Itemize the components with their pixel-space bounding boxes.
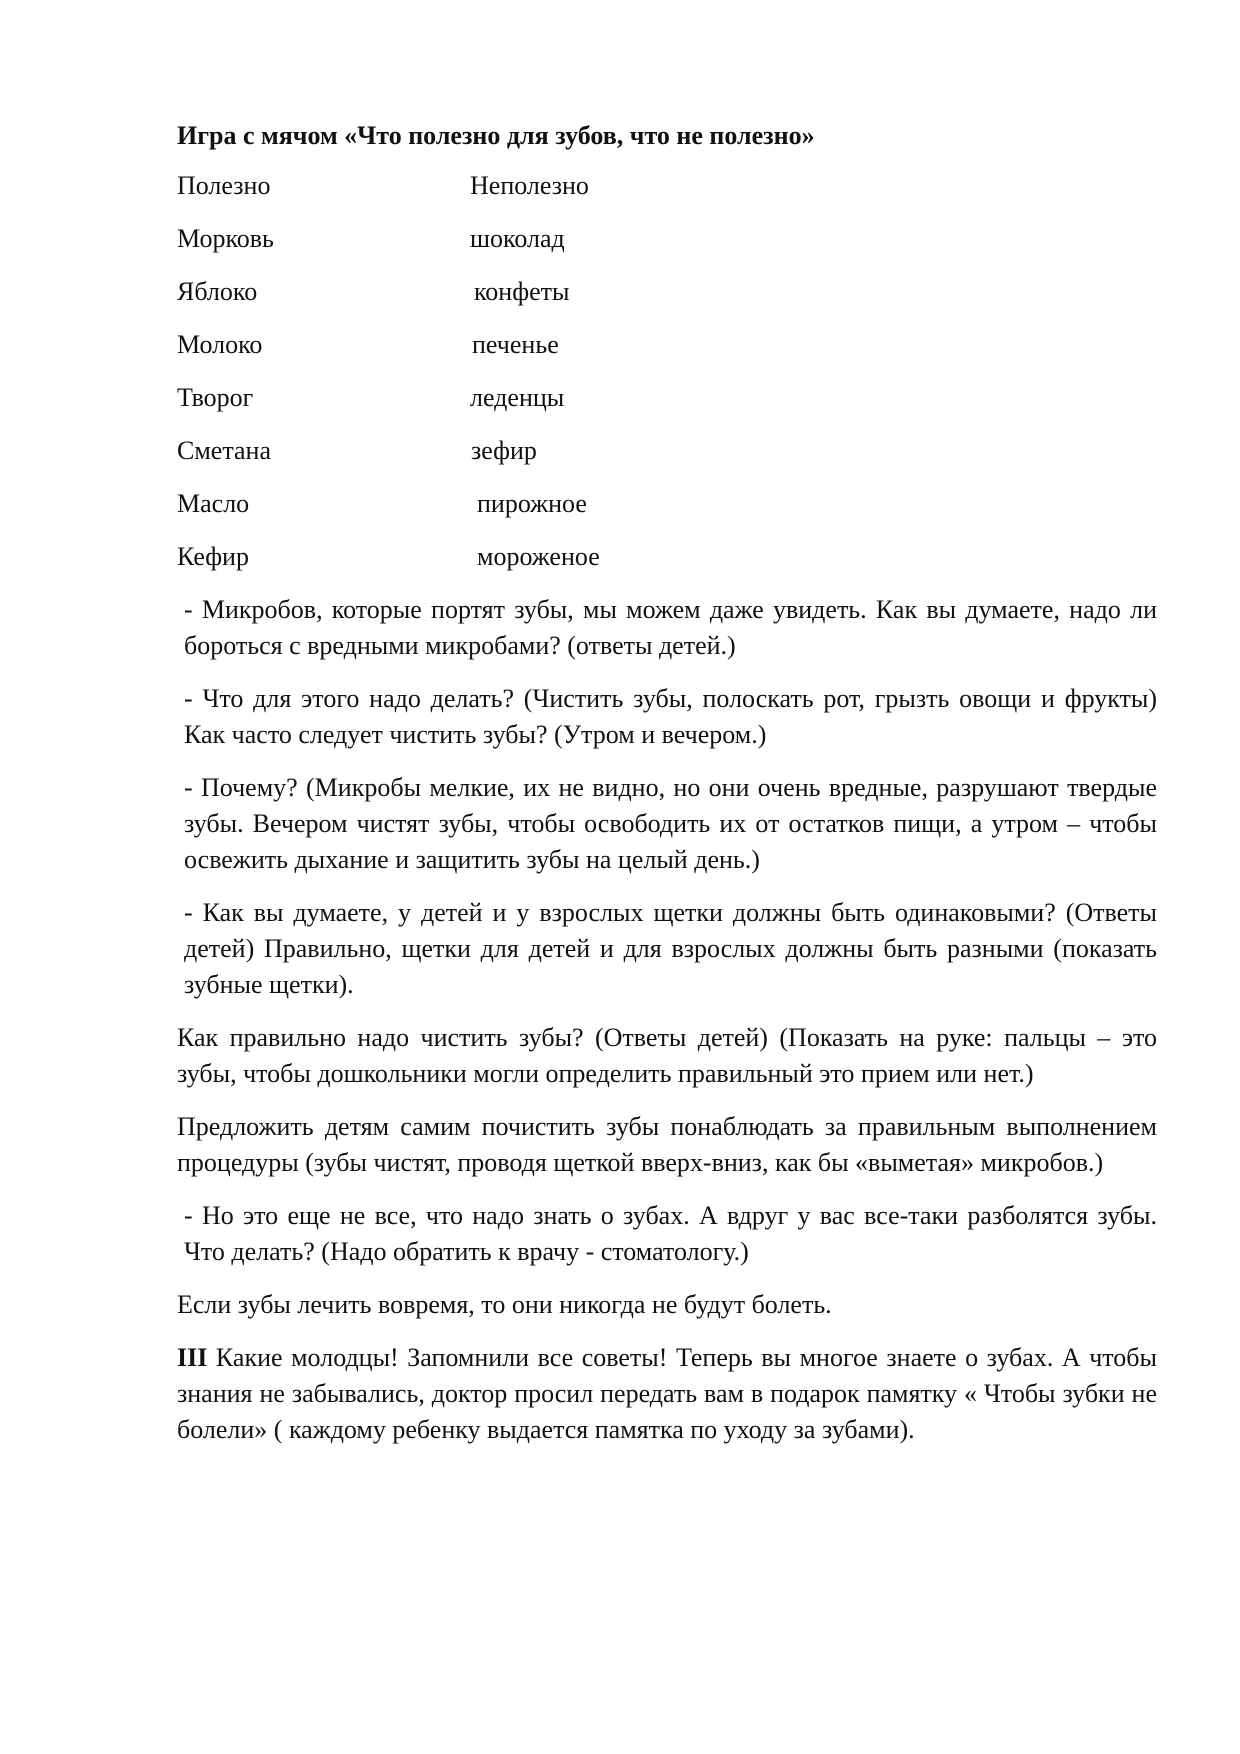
table-row xyxy=(177,221,1157,274)
not-useful-item: зефир xyxy=(471,436,537,465)
useful-item: Творог xyxy=(177,383,254,412)
paragraph-why: - Почему? (Микробы мелкие, их не видно, но они очень вредные, разрушают твердые зубы. Вечером чистят зубы, чтобы освободить их от остатков пищи, а утром – чтобы освежить дыхание и защитить зубы на целый день.) xyxy=(184,773,1157,874)
paragraph-practice: Предложить детям самим почистить зубы понаблюдать за правильным выполнением процедуры (зубы чистят, проводя щеткой вверх-вниз, как бы «выметая» микробов.) xyxy=(177,1112,1157,1177)
table-row xyxy=(177,539,1157,592)
final-text: Какие молодцы! Запомнили все советы! Теперь вы многое знаете о зубах. А чтобы знания не забывались, доктор просил передать вам в подарок памятку « Чтобы зубки не болели» ( каждому ребенку выдается памятка по уходу за зубами). xyxy=(177,1343,1158,1444)
header-useful: Полезно xyxy=(177,171,271,200)
paragraph-how-to-brush: Как правильно надо чистить зубы? (Ответы детей) (Показать на руке: пальцы – это зубы, чтобы дошкольники могли определить правильный это прием или нет.) xyxy=(177,1023,1157,1088)
food-table xyxy=(177,168,1157,592)
table-row xyxy=(177,380,1157,433)
useful-item: Сметана xyxy=(177,436,272,465)
useful-item: Масло xyxy=(177,489,250,518)
table-row xyxy=(177,433,1157,486)
paragraph-what-to-do: - Что для этого надо делать? (Чистить зубы, полоскать рот, грызть овощи и фрукты) Как часто следует чистить зубы? (Утром и вечером.) xyxy=(184,684,1157,749)
paragraph-toothache: - Но это еще не все, что надо знать о зубах. А вдруг у вас все-таки разболятся зубы. Что делать? (Надо обратить к врачу - стоматологу.) xyxy=(184,1201,1157,1266)
table-header-row xyxy=(177,168,1157,221)
paragraph-brushes: - Как вы думаете, у детей и у взрослых щетки должны быть одинаковыми? (Ответы детей) Правильно, щетки для детей и для взрослых должны быть разными (показать зубные щетки). xyxy=(184,898,1157,999)
document-page xyxy=(177,118,1157,1465)
not-useful-item: печенье xyxy=(472,330,559,359)
paragraph-treatment: Если зубы лечить вовремя, то они никогда не будут болеть. xyxy=(177,1290,832,1319)
header-not-useful: Неполезно xyxy=(470,171,589,200)
page-title: Игра с мячом «Что полезно для зубов, что не полезно» xyxy=(177,121,815,150)
not-useful-item: пирожное xyxy=(477,489,587,518)
table-row xyxy=(177,327,1157,380)
not-useful-item: шоколад xyxy=(470,224,565,253)
useful-item: Яблоко xyxy=(177,277,258,306)
not-useful-item: леденцы xyxy=(470,383,565,412)
not-useful-item: конфеты xyxy=(474,277,570,306)
paragraph-final xyxy=(177,1340,1157,1448)
paragraph-microbes: - Микробов, которые портят зубы, мы можем даже увидеть. Как вы думаете, надо ли бороться с вредными микробами? (ответы детей.) xyxy=(184,595,1157,660)
useful-item: Морковь xyxy=(177,224,274,253)
table-row xyxy=(177,486,1157,539)
useful-item: Молоко xyxy=(177,330,263,359)
table-row xyxy=(177,274,1157,327)
section-number: III xyxy=(177,1343,208,1372)
useful-item: Кефир xyxy=(177,542,249,571)
not-useful-item: мороженое xyxy=(477,542,600,571)
